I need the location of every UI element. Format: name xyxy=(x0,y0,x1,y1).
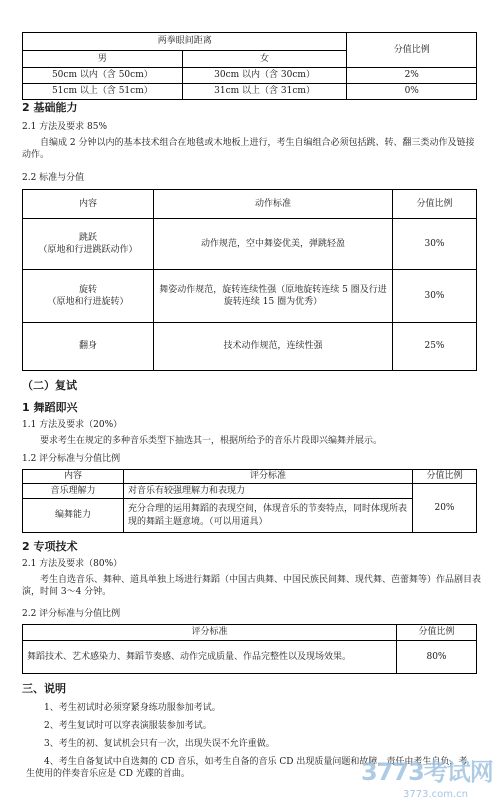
table-cell: 动作规范，空中舞姿优美，弹跳轻盈 xyxy=(154,219,393,270)
basic-ability-table xyxy=(22,189,477,371)
table-cell: 0% xyxy=(347,84,477,100)
note-item: 2、考生复试时可以穿表演服装参加考试。 xyxy=(44,721,212,731)
improvisation-table xyxy=(22,469,477,533)
section-heading: 1 舞蹈即兴 xyxy=(22,401,78,414)
subsection-heading: 2.2 评分标准与分值比例 xyxy=(22,609,121,619)
table-header: 评分标准 xyxy=(124,470,413,484)
table-cell xyxy=(23,323,154,371)
site-watermark xyxy=(361,756,493,804)
content-sublabel: （原地和行进跳跃动作） xyxy=(38,245,138,255)
paragraph: 考生自选音乐、舞种、道具单独上场进行舞蹈（中国古典舞、中国民族民间舞、现代舞、芭蕾舞等）作品剧目表演，时间 3～4 分钟。 xyxy=(22,575,482,598)
section-heading: （二）复试 xyxy=(22,379,77,392)
table-cell: 舞姿动作规范，旋转连续性强（原地旋转连续 5 圈及行进旋转连续 15 圈为优秀） xyxy=(154,270,393,323)
paragraph: 要求考生在规定的多种音乐类型下抽选其一，根据所给予的音乐片段即兴编舞并展示。 xyxy=(40,436,383,446)
content-label: 跳跃 xyxy=(78,232,97,243)
paragraph: 自编成 2 分钟以内的基本技术组合在地毯或木地板上进行，考生自编组合必须包括跳、转、翻三类动作及链接动作。 xyxy=(22,138,475,161)
table-cell: 舞蹈技术、艺术感染力、舞蹈节奏感、动作完成质量、作品完整性以及现场效果。 xyxy=(23,641,397,674)
table-cell: 80% xyxy=(397,641,477,674)
content-sublabel: （原地和行进旋转） xyxy=(47,297,129,307)
table-cell: 30cm 以内（含 30cm） xyxy=(182,68,347,84)
content-label: 翻身 xyxy=(78,341,97,352)
table-cell xyxy=(23,270,154,323)
table-header: 分值比例 xyxy=(347,33,477,68)
table-header: 女 xyxy=(182,51,347,68)
fist-distance-table xyxy=(22,32,477,100)
content-label: 旋转 xyxy=(78,284,97,295)
table-cell: 31cm 以上（含 31cm） xyxy=(182,84,347,100)
note-item: 3、考生的初、复试机会只有一次，出现失误不允许重做。 xyxy=(44,739,275,749)
table-header: 分值比例 xyxy=(393,190,477,219)
table-cell: 2% xyxy=(347,68,477,84)
table-header: 分值比例 xyxy=(413,470,477,484)
section-heading: 三、说明 xyxy=(22,682,66,695)
table-cell: 30% xyxy=(393,219,477,270)
note-item: 1、考生初试时必须穿紧身练功服参加考试。 xyxy=(44,703,221,713)
table-cell: 音乐理解力 xyxy=(23,484,124,499)
subsection-heading: 1.2 评分标准与分值比例 xyxy=(22,454,121,464)
table-cell: 对音乐有较强理解力和表现力 xyxy=(124,484,413,499)
specialty-table xyxy=(22,624,477,674)
table-header: 男 xyxy=(23,51,183,68)
table-header: 内容 xyxy=(23,190,154,219)
watermark-url: 3773.com.cn xyxy=(403,789,468,800)
table-cell: 51cm 以上（含 51cm） xyxy=(23,84,183,100)
table-header: 动作标准 xyxy=(154,190,393,219)
subsection-heading: 2.1 方法及要求 85% xyxy=(22,122,108,132)
table-cell: 25% xyxy=(393,323,477,371)
table-header: 两拳眼间距离 xyxy=(23,33,347,51)
table-cell: 30% xyxy=(393,270,477,323)
section-heading: 2 基础能力 xyxy=(22,101,78,114)
table-header: 评分标准 xyxy=(23,625,397,641)
table-cell: 充分合理的运用舞蹈的表现空间，体现音乐的节奏特点，同时体现所表现的舞蹈主题意境。（可以用道具） xyxy=(124,499,413,533)
table-cell: 20% xyxy=(413,484,477,533)
table-header: 内容 xyxy=(23,470,124,484)
subsection-heading: 2.2 标准与分值 xyxy=(22,173,85,183)
subsection-heading: 1.1 方法及要求（20%） xyxy=(22,420,123,430)
section-heading: 2 专项技术 xyxy=(22,540,78,553)
table-header: 分值比例 xyxy=(397,625,477,641)
table-cell xyxy=(23,219,154,270)
table-cell: 50cm 以内（含 50cm） xyxy=(23,68,183,84)
subsection-heading: 2.1 方法及要求（80%） xyxy=(22,559,123,569)
table-cell: 技术动作规范，连续性强 xyxy=(154,323,393,371)
table-cell: 编舞能力 xyxy=(23,499,124,533)
note-item: 4、考生自备复试中自选舞的 CD 音乐，如考生自备的音乐 CD 出现质量问题和故障，责任由考生自负，考生使用的伴奏音乐应是 CD 光碟的首曲。 xyxy=(26,757,468,780)
watermark-logo-text: 3773考试网 xyxy=(361,758,493,786)
